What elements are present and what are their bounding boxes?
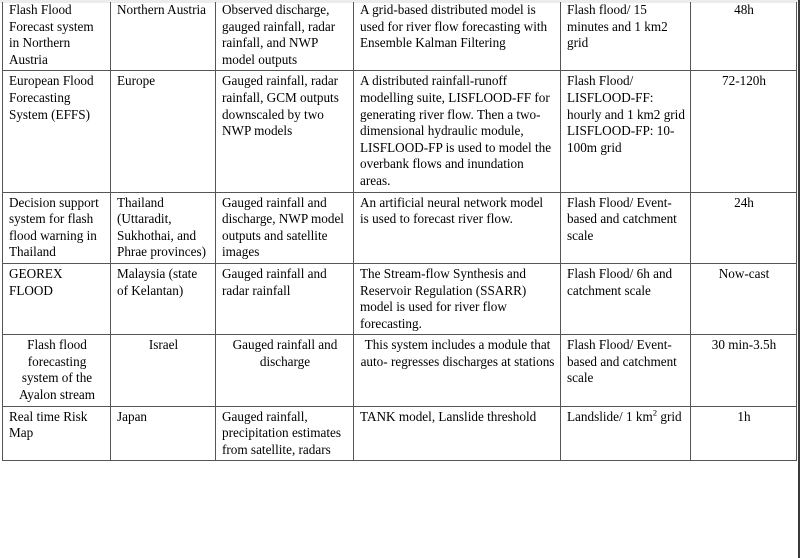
cell-hazard: Flash Flood/ Event-based and catchment scale [561,192,691,263]
cell-model: A grid-based distributed model is used for river flow forecasting with Ensemble Kalman Filtering [354,2,561,71]
cell-region: Malaysia (state of Kelantan) [111,263,216,334]
cell-hazard [561,71,691,192]
cell-model: This system includes a module that auto- regresses discharges at stations [354,335,561,406]
cell-system: Real time Risk Map [3,406,111,461]
cell-hazard-superscript: 2 [652,407,658,418]
cell-hazard: Flash Flood/ 6h and catchment scale [561,263,691,334]
cell-region: Europe [111,71,216,192]
table-row [3,406,797,461]
cell-system: GEOREX FLOOD [3,263,111,334]
cell-inputs: Observed discharge, gauged rainfall, radar rainfall, and NWP model outputs [216,2,354,71]
cell-hazard-primary: Flash Flood/ LISFLOOD-FF: hourly and 1 km2 grid [567,73,685,122]
cell-inputs: Gauged rainfall, radar rainfall, GCM outputs downscaled by two NWP models [216,71,354,192]
cell-system: Flash flood forecasting system of the Ayalon stream [3,335,111,406]
cell-hazard: Flash Flood/ Event-based and catchment scale [561,335,691,406]
cell-lead-time: 72-120h [691,71,797,192]
cell-hazard-prefix: Landslide/ 1 km [567,408,653,424]
cell-lead-time: 24h [691,192,797,263]
cell-model: An artificial neural network model is used to forecast river flow. [354,192,561,263]
cell-lead-time: 30 min-3.5h [691,335,797,406]
cell-inputs: Gauged rainfall, precipitation estimates from satellite, radars [216,406,354,461]
cell-system: European Flood Forecasting System (EFFS) [3,71,111,192]
cell-model: A distributed rainfall-runoff modelling suite, LISFLOOD-FF for generating river flow. Then a two-dimensional hydraulic module, LISFLOOD-FP is used to model the overbank flows and inundation areas. [354,71,561,192]
flash-flood-systems-table [2,2,797,461]
cell-inputs: Gauged rainfall and discharge, NWP model outputs and satellite images [216,192,354,263]
cell-hazard-suffix: grid [657,408,682,424]
cell-hazard: Flash flood/ 15 minutes and 1 km2 grid [561,2,691,71]
cell-hazard [561,406,691,461]
cell-model: TANK model, Lanslide threshold [354,406,561,461]
cell-region: Israel [111,335,216,406]
cell-system: Flash Flood Forecast system in Northern Austria [3,2,111,71]
cell-lead-time: 48h [691,2,797,71]
cell-region: Thailand (Uttaradit, Sukhothai, and Phrae provinces) [111,192,216,263]
cell-model: The Stream-flow Synthesis and Reservoir Regulation (SSARR) model is used for river flow forecasting. [354,263,561,334]
flash-flood-systems-table-wrapper [2,2,796,461]
cell-lead-time: Now-cast [691,263,797,334]
table-row [3,2,797,71]
cell-hazard-secondary: LISFLOOD-FP: 10-100m grid [567,123,675,155]
cell-inputs: Gauged rainfall and discharge [216,335,354,406]
cell-lead-time: 1h [691,406,797,461]
cell-inputs: Gauged rainfall and radar rainfall [216,263,354,334]
table-row [3,71,797,192]
table-row [3,192,797,263]
cell-system: Decision support system for flash flood warning in Thailand [3,192,111,263]
table-row [3,335,797,406]
cell-region: Japan [111,406,216,461]
cell-region: Northern Austria [111,2,216,71]
table-row [3,263,797,334]
